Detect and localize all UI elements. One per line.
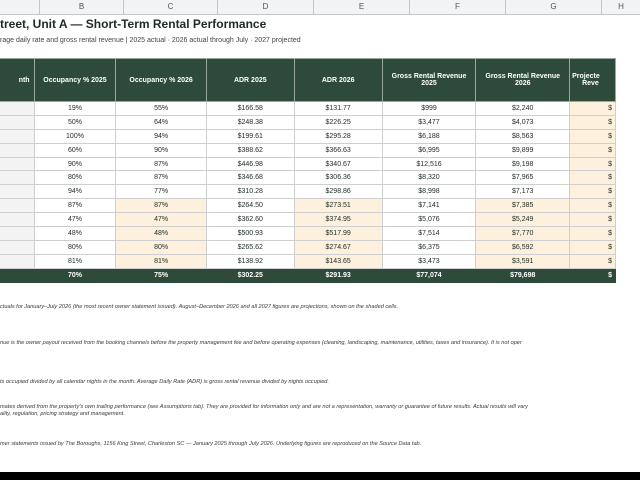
table-row: [0, 143, 616, 157]
month-cell[interactable]: [0, 171, 34, 185]
month-cell[interactable]: [0, 227, 34, 241]
total-row: [0, 268, 616, 282]
cell-occ2025[interactable]: 90%: [34, 157, 116, 171]
cell-grr2026[interactable]: $7,770: [476, 227, 570, 241]
cell-adr2026[interactable]: $226.25: [294, 115, 382, 129]
cell-adr2026[interactable]: $274.67: [294, 240, 382, 254]
cell-projected[interactable]: $: [570, 213, 616, 227]
column-header-d[interactable]: D: [218, 0, 314, 14]
column-header-bar: [0, 0, 640, 15]
cell-adr2025[interactable]: $362.60: [206, 213, 294, 227]
cell-occ2026[interactable]: 64%: [116, 115, 206, 129]
cell-occ2025[interactable]: 94%: [34, 185, 116, 199]
cell-adr2025[interactable]: $166.58: [206, 102, 294, 116]
column-header-e[interactable]: E: [314, 0, 410, 14]
cell-grr2026[interactable]: $3,591: [476, 254, 570, 268]
cell-grr2026[interactable]: $7,173: [476, 185, 570, 199]
cell-adr2025[interactable]: $388.62: [206, 143, 294, 157]
cell-adr2025[interactable]: $265.62: [206, 240, 294, 254]
cell-grr2025[interactable]: $6,995: [382, 143, 476, 157]
cell-adr2025[interactable]: $310.28: [206, 185, 294, 199]
cell-occ2026[interactable]: 48%: [116, 227, 206, 241]
cell-occ2026[interactable]: 87%: [116, 199, 206, 213]
cell-occ2025[interactable]: 60%: [34, 143, 116, 157]
month-cell[interactable]: [0, 129, 34, 143]
cell-adr2026[interactable]: $273.51: [294, 199, 382, 213]
cell-grr2025[interactable]: $3,477: [382, 115, 476, 129]
cell-occ2026[interactable]: 87%: [116, 171, 206, 185]
cell-adr2026[interactable]: $374.95: [294, 213, 382, 227]
column-header-a[interactable]: [0, 0, 40, 14]
month-cell[interactable]: [0, 157, 34, 171]
header-month[interactable]: nth: [0, 59, 34, 102]
cell-grr2026[interactable]: $6,592: [476, 240, 570, 254]
cell-adr2025[interactable]: $138.92: [206, 254, 294, 268]
cell-grr2025[interactable]: $8,320: [382, 171, 476, 185]
cell-adr2026[interactable]: $143.65: [294, 254, 382, 268]
cell-adr2025[interactable]: $248.38: [206, 115, 294, 129]
note-occupancy[interactable]: ts occupied divided by all calendar nights in the month. Average Daily Rate (ADR) is gross rental revenue divided by nights occupied.: [0, 379, 329, 385]
month-cell[interactable]: [0, 254, 34, 268]
total-grr2025[interactable]: $77,074: [382, 268, 476, 282]
cell-occ2026[interactable]: 77%: [116, 185, 206, 199]
cell-grr2026[interactable]: $4,073: [476, 115, 570, 129]
cell-grr2025[interactable]: $12,516: [382, 157, 476, 171]
cell-projected[interactable]: $: [570, 199, 616, 213]
cell-grr2025[interactable]: $6,188: [382, 129, 476, 143]
column-header-b[interactable]: B: [40, 0, 124, 14]
cell-projected[interactable]: $: [570, 102, 616, 116]
cell-grr2025[interactable]: $8,998: [382, 185, 476, 199]
sheet-title[interactable]: treet, Unit A — Short-Term Rental Performance: [0, 17, 267, 31]
rental-performance-table: [0, 58, 616, 283]
cell-occ2025[interactable]: 19%: [34, 102, 116, 116]
total-occ2026[interactable]: 75%: [116, 268, 206, 282]
table-row: [0, 171, 616, 185]
cell-grr2026[interactable]: $7,385: [476, 199, 570, 213]
header-occupancy-2025[interactable]: Occupancy % 2025: [34, 59, 116, 102]
month-cell[interactable]: [0, 185, 34, 199]
cell-occ2025[interactable]: 80%: [34, 171, 116, 185]
cell-adr2026[interactable]: $295.28: [294, 129, 382, 143]
column-header-g[interactable]: G: [506, 0, 602, 14]
cell-grr2025[interactable]: $999: [382, 102, 476, 116]
cell-adr2026[interactable]: $340.67: [294, 157, 382, 171]
table-row: [0, 185, 616, 199]
total-grr2026[interactable]: $79,698: [476, 268, 570, 282]
table-row: [0, 129, 616, 143]
cell-adr2026[interactable]: $306.36: [294, 171, 382, 185]
total-label-cell[interactable]: [0, 268, 34, 282]
cell-grr2025[interactable]: $5,076: [382, 213, 476, 227]
cell-grr2026[interactable]: $7,965: [476, 171, 570, 185]
cell-occ2025[interactable]: 100%: [34, 129, 116, 143]
cell-adr2025[interactable]: $346.68: [206, 171, 294, 185]
cell-projected[interactable]: $: [570, 185, 616, 199]
note-projections[interactable]: mates derived from the property's own trailing performance (see Assumptions tab). They are provided for information only and are not a representation, warranty or guarantee of future results. Actual results will vary: [0, 404, 528, 410]
cell-projected[interactable]: $: [570, 240, 616, 254]
cell-grr2026[interactable]: $5,249: [476, 213, 570, 227]
cell-adr2025[interactable]: $500.93: [206, 227, 294, 241]
cell-adr2026[interactable]: $366.63: [294, 143, 382, 157]
cell-grr2026[interactable]: $9,899: [476, 143, 570, 157]
cell-occ2025[interactable]: 50%: [34, 115, 116, 129]
column-header-c[interactable]: C: [124, 0, 218, 14]
table-row: [0, 102, 616, 116]
cell-occ2025[interactable]: 81%: [34, 254, 116, 268]
total-occ2025[interactable]: 70%: [34, 268, 116, 282]
cell-occ2026[interactable]: 81%: [116, 254, 206, 268]
header-adr-2025[interactable]: ADR 2025: [206, 59, 294, 102]
cell-adr2025[interactable]: $199.61: [206, 129, 294, 143]
cell-occ2026[interactable]: 80%: [116, 240, 206, 254]
month-cell[interactable]: [0, 143, 34, 157]
cell-occ2025[interactable]: 80%: [34, 240, 116, 254]
cell-adr2026[interactable]: $298.86: [294, 185, 382, 199]
cell-occ2026[interactable]: 90%: [116, 143, 206, 157]
note-projections-cont[interactable]: ality, regulation, pricing strategy and management.: [0, 411, 125, 417]
cell-adr2026[interactable]: $131.77: [294, 102, 382, 116]
cell-projected[interactable]: $: [570, 115, 616, 129]
column-header-h[interactable]: H: [618, 2, 624, 11]
cell-projected[interactable]: $: [570, 157, 616, 171]
cell-projected[interactable]: $: [570, 129, 616, 143]
cell-occ2025[interactable]: 87%: [34, 199, 116, 213]
cell-grr2025[interactable]: $7,514: [382, 227, 476, 241]
table-header-row: [0, 59, 616, 102]
header-gross-revenue-2026[interactable]: Gross Rental Revenue 2026: [476, 59, 570, 102]
cell-occ2026[interactable]: 47%: [116, 213, 206, 227]
cell-projected[interactable]: $: [570, 227, 616, 241]
total-adr2026[interactable]: $291.93: [294, 268, 382, 282]
cell-adr2025[interactable]: $264.50: [206, 199, 294, 213]
month-cell[interactable]: [0, 115, 34, 129]
cell-adr2025[interactable]: $446.98: [206, 157, 294, 171]
header-projected-revenue[interactable]: Projecte Reve: [570, 59, 616, 102]
cell-grr2025[interactable]: $3,473: [382, 254, 476, 268]
table-row: [0, 157, 616, 171]
cell-grr2026[interactable]: $8,563: [476, 129, 570, 143]
cell-grr2026[interactable]: $9,198: [476, 157, 570, 171]
column-header-f[interactable]: F: [410, 0, 506, 14]
header-adr-2026[interactable]: ADR 2026: [294, 59, 382, 102]
cell-occ2025[interactable]: 48%: [34, 227, 116, 241]
cell-projected[interactable]: $: [570, 254, 616, 268]
table-row: [0, 240, 616, 254]
table-row: [0, 227, 616, 241]
month-cell[interactable]: [0, 102, 34, 116]
cell-occ2026[interactable]: 94%: [116, 129, 206, 143]
cell-grr2025[interactable]: $6,375: [382, 240, 476, 254]
table-row: [0, 115, 616, 129]
cell-adr2026[interactable]: $517.99: [294, 227, 382, 241]
month-cell[interactable]: [0, 213, 34, 227]
cell-occ2026[interactable]: 55%: [116, 102, 206, 116]
cell-occ2026[interactable]: 87%: [116, 157, 206, 171]
cell-projected[interactable]: $: [570, 143, 616, 157]
table-row: [0, 199, 616, 213]
total-proj[interactable]: $: [570, 268, 616, 282]
month-cell[interactable]: [0, 240, 34, 254]
header-occupancy-2026[interactable]: Occupancy % 2026: [116, 59, 206, 102]
cell-occ2025[interactable]: 47%: [34, 213, 116, 227]
sheet-subtitle[interactable]: rage daily rate and gross rental revenue | 2025 actual · 2026 actual through July · 2027 projected: [0, 37, 301, 44]
header-gross-revenue-2025[interactable]: Gross Rental Revenue 2025: [382, 59, 476, 102]
note-actuals[interactable]: ctuals for January–July 2026 (the most recent owner statement issued). August–December 2026 and all 2027 figures are projections, shown on the shaded cells.: [0, 304, 399, 310]
note-gross-revenue[interactable]: nue is the owner payout received from the booking channels before the property management fee and before operating expenses (cleaning, landscaping, maintenance, utilities, taxes and insurance). It is not oper: [0, 340, 522, 346]
month-cell[interactable]: [0, 199, 34, 213]
cell-projected[interactable]: $: [570, 171, 616, 185]
table-row: [0, 254, 616, 268]
note-source[interactable]: mer statements issued by The Boroughs, 1156 King Street, Charleston SC — January 2025 through July 2026. Underlying figures are reproduced on the Source Data tab.: [0, 441, 422, 447]
total-adr2025[interactable]: $302.25: [206, 268, 294, 282]
cell-grr2026[interactable]: $2,240: [476, 102, 570, 116]
table-row: [0, 213, 616, 227]
cell-grr2025[interactable]: $7,141: [382, 199, 476, 213]
